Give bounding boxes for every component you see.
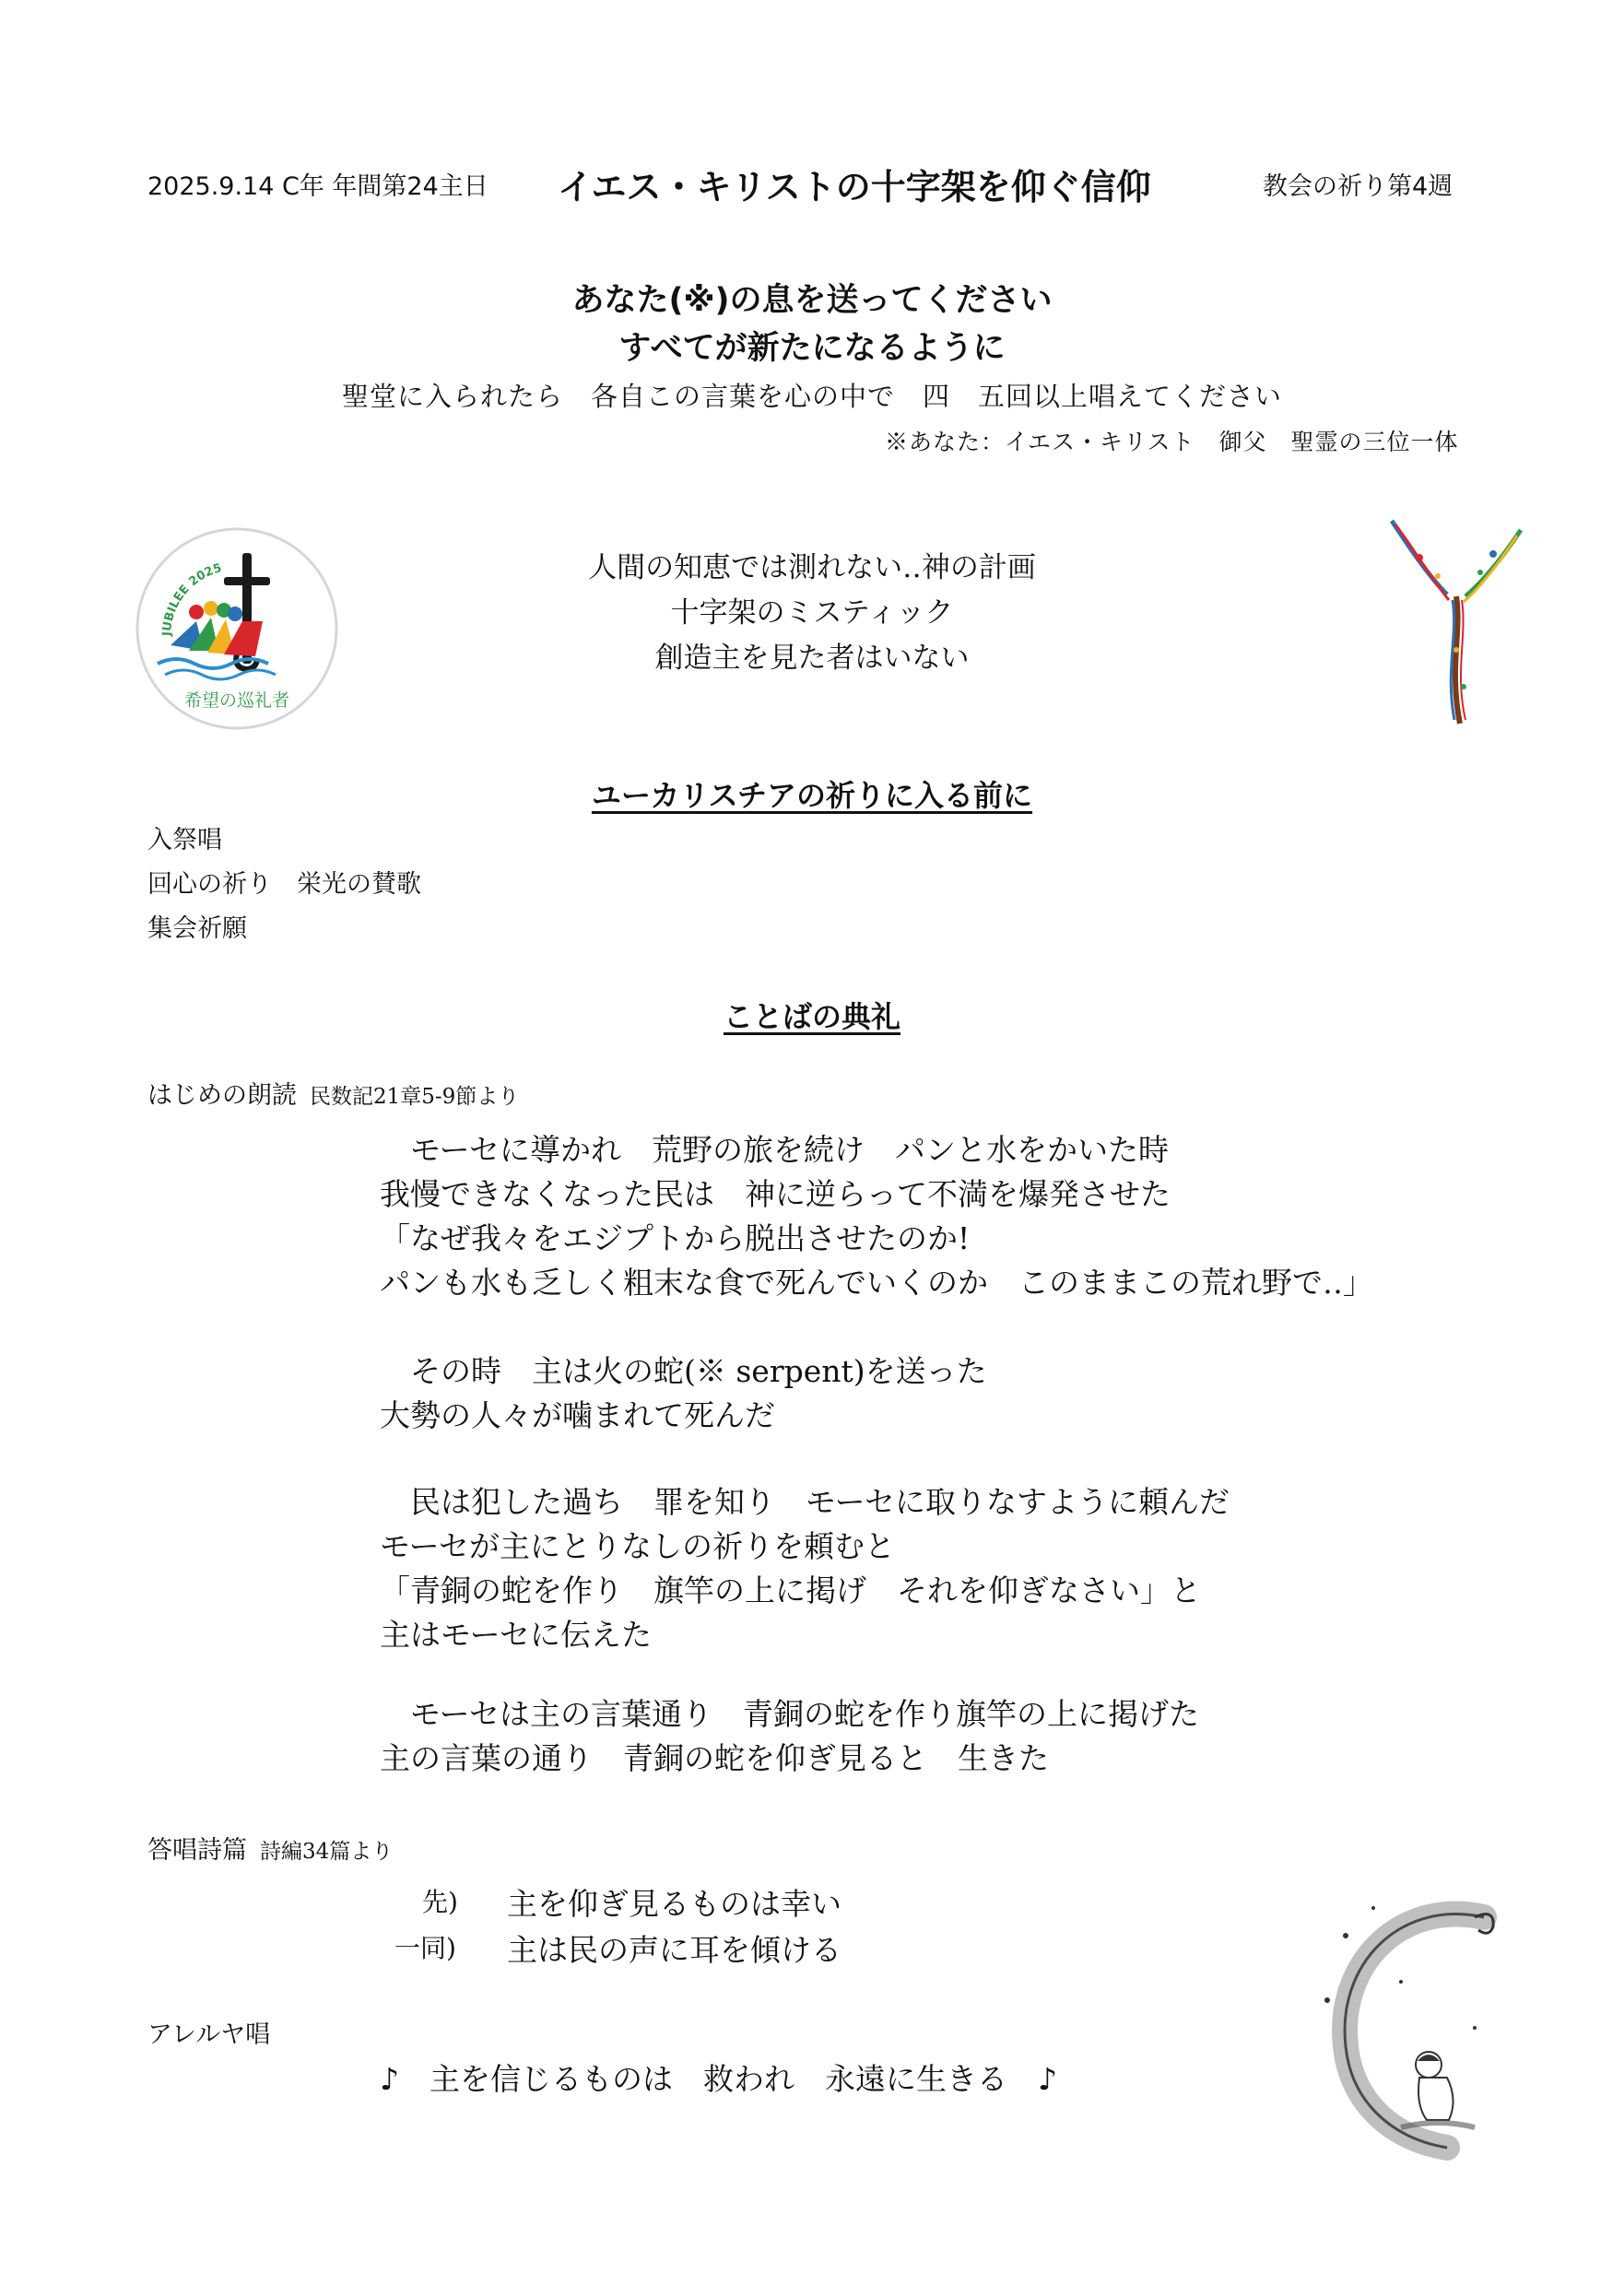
reading-line: 「なぜ我々をエジプトから脱出させたのか! bbox=[380, 1220, 971, 1256]
rite-item: 集会祈願 bbox=[147, 914, 247, 943]
reading-line: 我慢できなくなった民は 神に逆らって不満を爆発させた bbox=[380, 1176, 1171, 1212]
first-reading-label: はじめの朗読 bbox=[147, 1081, 297, 1110]
motto bbox=[0, 277, 1624, 372]
theme-line-1: 人間の知恵では測れない‥神の計画 bbox=[588, 551, 1036, 584]
psalm-all-text: 主は民の声に耳を傾ける bbox=[507, 1932, 841, 1968]
motto-line-2: すべてが新たになるように bbox=[618, 330, 1006, 367]
logo-ring-text: JUBILEE 2025 bbox=[159, 561, 224, 637]
logo-bottom-text: 希望の巡礼者 bbox=[183, 690, 290, 711]
first-reading-header bbox=[147, 1075, 519, 1111]
reading-line: モーセは主の言葉通り 青銅の蛇を作り旗竿の上に掲げた bbox=[380, 1696, 1200, 1732]
psalm-label: 答唱詩篇 bbox=[147, 1836, 247, 1865]
rite-item: 回心の祈り 栄光の賛歌 bbox=[147, 870, 421, 899]
crescent-child-illustration bbox=[1290, 1880, 1530, 2175]
reading-stanza-2 bbox=[380, 1349, 987, 1438]
reading-stanza-3 bbox=[380, 1480, 1230, 1657]
first-reading-ref: 民数記21章5-9節より bbox=[310, 1085, 520, 1109]
reading-line: モーセが主にとりなしの祈りを頼むと bbox=[380, 1528, 896, 1564]
psalm-ref: 詩編34篇より bbox=[260, 1840, 394, 1864]
alleluia-verse: ♪ 主を信じるものは 救われ 永遠に生きる ♪ bbox=[380, 2061, 1058, 2097]
reading-line: モーセに導かれ 荒野の旅を続け パンと水をかいた時 bbox=[380, 1132, 1170, 1168]
reading-stanza-4 bbox=[380, 1692, 1199, 1781]
section-word-text: ことばの典礼 bbox=[723, 999, 900, 1034]
theme-line-3: 創造主を見た者はいない bbox=[654, 642, 970, 675]
rite-item: 入祭唱 bbox=[147, 826, 222, 854]
reading-line: 主の言葉の通り 青銅の蛇を仰ぎ見ると 生きた bbox=[380, 1740, 1049, 1776]
reading-line: 主はモーセに伝えた bbox=[380, 1617, 653, 1653]
motto-line-1: あなた(※)の息を送ってください bbox=[571, 282, 1053, 319]
psalm-header bbox=[147, 1830, 393, 1866]
instruction: 聖堂に入られたら 各自この言葉を心の中で 四 五回以上唱えてください bbox=[341, 381, 1282, 412]
week-label: 教会の祈り第4週 bbox=[1263, 172, 1453, 201]
psalm-leader-text: 主を仰ぎ見るものは幸い bbox=[507, 1886, 841, 1922]
page-title: イエス・キリストの十字架を仰ぐ信仰 bbox=[558, 167, 1151, 207]
date-line: 2025.9.14 C年 年間第24主日 bbox=[147, 172, 488, 201]
reading-line: 民は犯した過ち 罪を知り モーセに取りなすように頼んだ bbox=[380, 1484, 1230, 1520]
reading-line: その時 主は火の蛇(※ serpent)を送った bbox=[380, 1353, 987, 1389]
theme-line-2: 十字架のミスティック bbox=[670, 596, 954, 630]
dancing-figure-illustration bbox=[1383, 512, 1530, 733]
psalm-leader-label: 先) bbox=[422, 1887, 458, 1917]
reading-line: パンも水も乏しく粗末な食で死んでいくのか このままこの荒れ野で‥」 bbox=[380, 1265, 1374, 1301]
section-eucharist-text: ユーカリスチアの祈りに入る前に bbox=[591, 778, 1033, 813]
section-word-heading bbox=[0, 994, 1624, 1036]
reading-line: 「青銅の蛇を作り 旗竿の上に掲げ それを仰ぎなさい」と bbox=[380, 1572, 1201, 1608]
psalm-all-label: 一同) bbox=[394, 1933, 456, 1963]
reading-stanza-1 bbox=[380, 1128, 1373, 1305]
theme bbox=[0, 546, 1624, 681]
alleluia-label: アレルヤ唱 bbox=[147, 2020, 271, 2049]
section-eucharist-heading bbox=[0, 772, 1624, 815]
footnote: ※あなた：イエス・キリスト 御父 聖霊の三位一体 bbox=[885, 429, 1459, 455]
rites-list bbox=[147, 819, 421, 951]
reading-line: 大勢の人々が噛まれて死んだ bbox=[380, 1397, 775, 1433]
